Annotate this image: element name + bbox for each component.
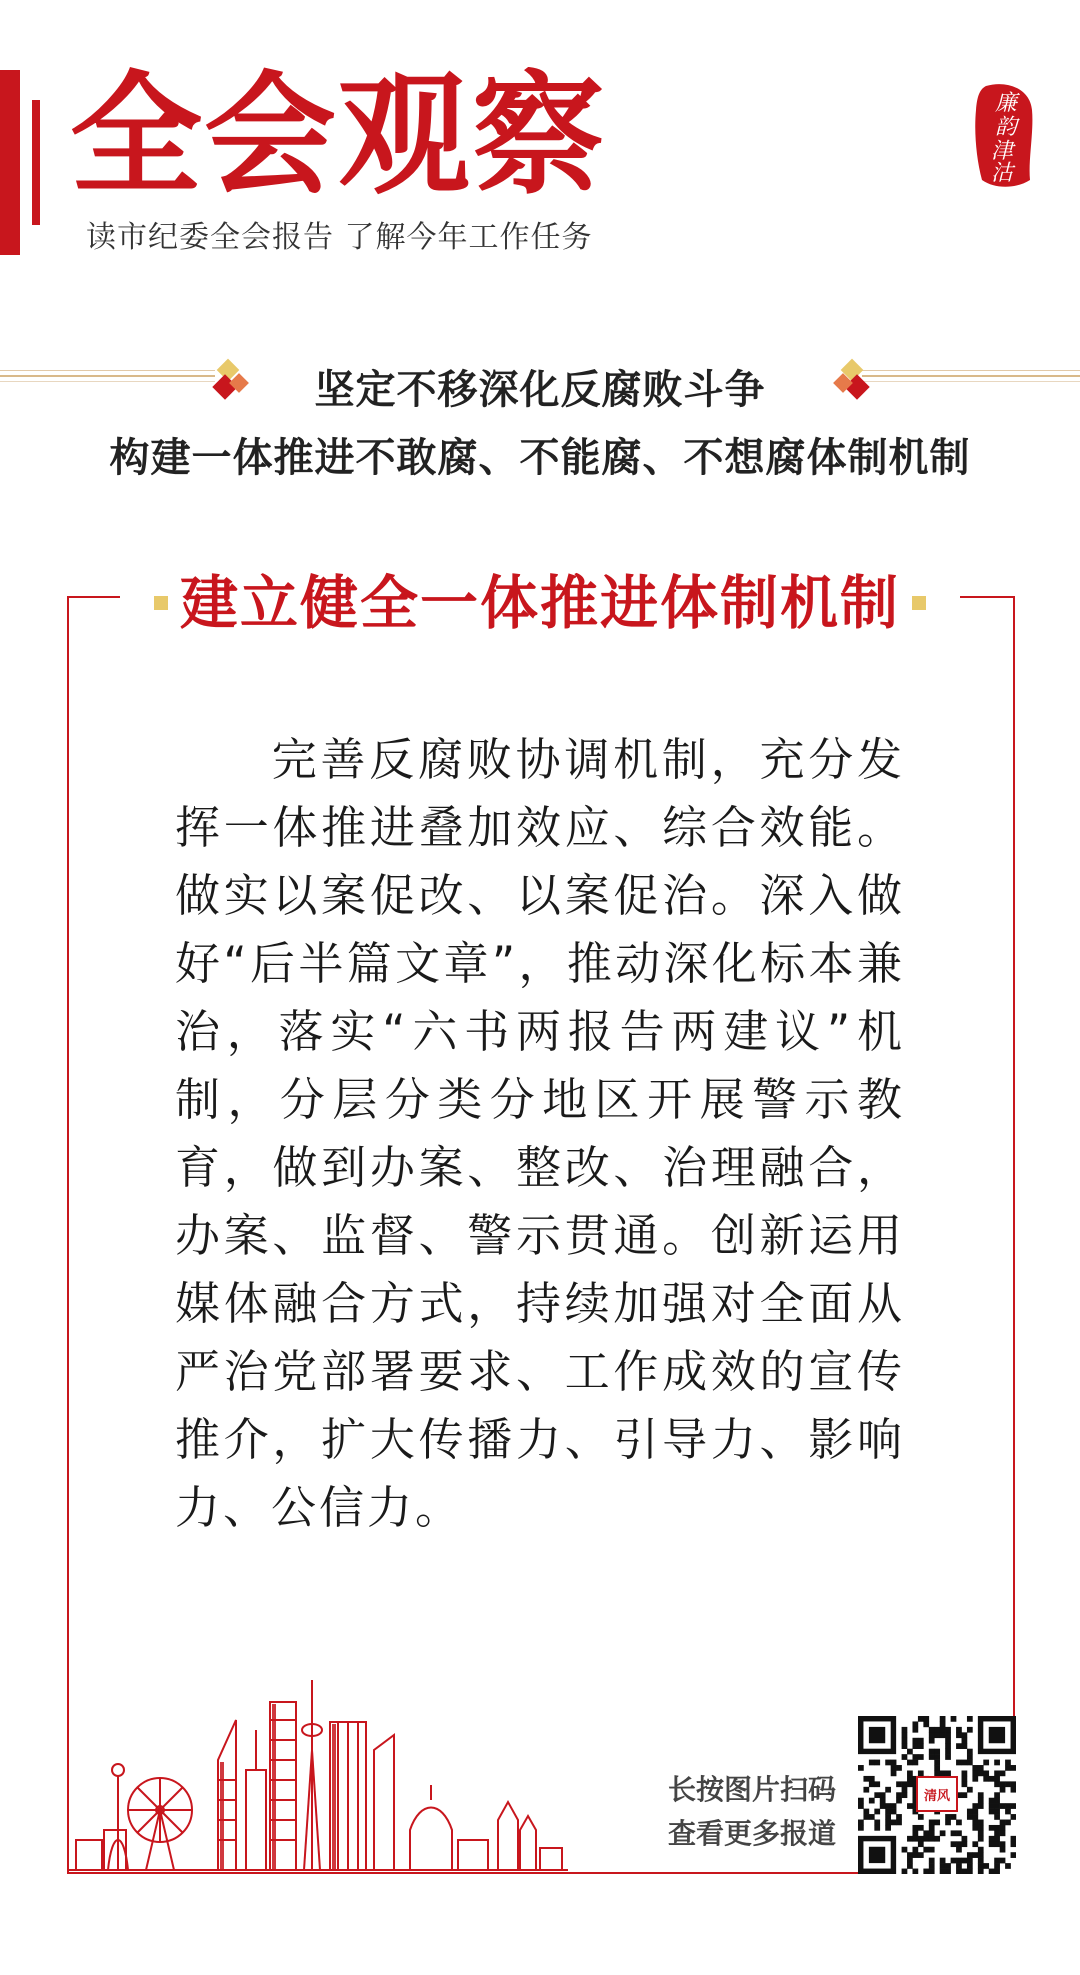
svg-text:韵: 韵: [994, 115, 1018, 140]
qr-center-logo-text: 清风: [923, 1788, 950, 1804]
seal-logo-icon: [972, 80, 1036, 190]
theme-line-2: 构建一体推进不敢腐、不能腐、不想腐体制机制: [109, 435, 971, 481]
page-title: 全会观察: [70, 58, 606, 213]
heading-square-right-icon: [912, 596, 926, 610]
section-body: [175, 726, 905, 1542]
scan-prompt: [636, 1768, 836, 1856]
scan-prompt-line1: 长按图片扫码: [667, 1773, 836, 1806]
svg-text:沽: 沽: [990, 161, 1014, 186]
header-accent-bar-thin: [32, 100, 40, 225]
scan-prompt-line2: 查看更多报道: [667, 1817, 836, 1850]
svg-text:津: 津: [990, 139, 1014, 164]
qr-code[interactable]: [858, 1716, 1016, 1874]
heading-square-left-icon: [154, 596, 168, 610]
city-skyline-illustration: [68, 1680, 568, 1872]
svg-text:廉: 廉: [994, 91, 1018, 116]
qr-center-logo: [916, 1776, 958, 1812]
header-accent-bar: [0, 70, 20, 255]
section-heading: [120, 568, 960, 638]
theme-line-1: 坚定不移深化反腐败斗争: [314, 367, 766, 413]
page-subtitle: 读市纪委全会报告 了解今年工作任务: [86, 220, 593, 255]
section-heading-text: 建立健全一体推进体制机制: [179, 569, 900, 637]
section-body-text: 完善反腐败协调机制，充分发挥一体推进叠加效应、综合效能。做实以案促改、以案促治。深入做好“后半篇文章”，推动深化标本兼治，落实“六书两报告两建议”机制，分层分类分地区开展警示教育，做到办案、整改、治理融合，办案、监督、警示贯通。创新运用媒体融合方式，持续加强对全面从严治党部署要求、工作成效的宣传推介，扩大传播力、引导力、影响力、公信力。: [175, 733, 905, 1534]
